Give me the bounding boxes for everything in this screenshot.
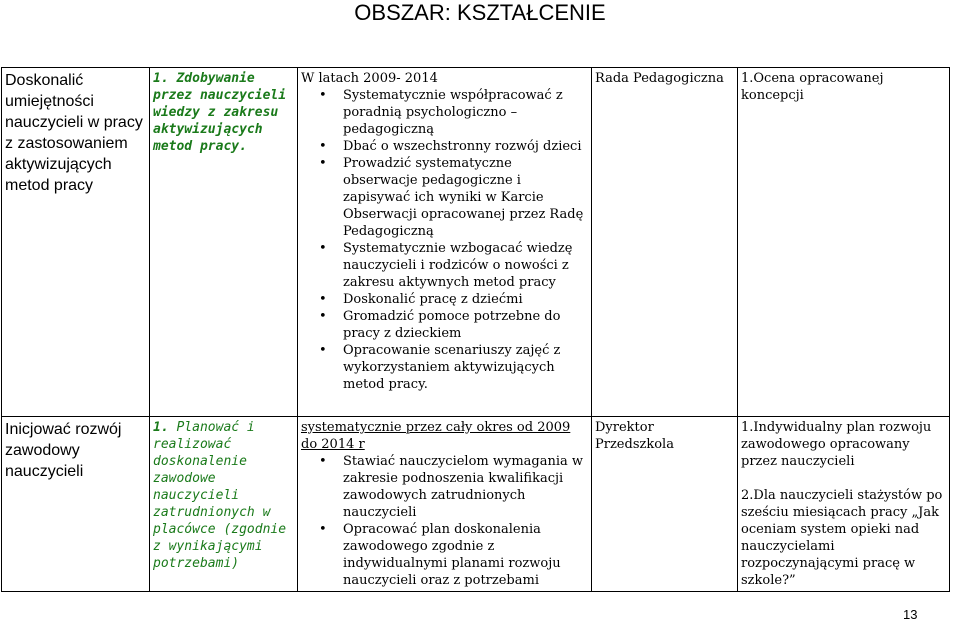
- responsible-text: Dyrektor Przedszkola: [595, 420, 674, 452]
- page-number: 13: [903, 607, 918, 622]
- list-item: • Systematycznie wzbogacać wiedzę nauczycieli i rodziców o nowości z zakresu aktywnych metod pracy: [301, 240, 588, 291]
- tasks-cell: [298, 417, 592, 592]
- tasks-list: [301, 453, 588, 589]
- responsible-cell: [592, 417, 738, 592]
- list-item: • Systematycznie współpracować z poradnią psychologiczno – pedagogiczną: [301, 87, 588, 138]
- result-text: 1.Ocena opracowanej koncepcji: [741, 71, 884, 103]
- list-item: • Opracować plan doskonalenia zawodowego zgodnie z indywidualnymi planami rozwoju nauczycieli oraz z potrzebami: [301, 521, 588, 589]
- result-text: 1.Indywidualny plan rozwoju zawodowego opracowany przez nauczycieli: [741, 420, 932, 469]
- result-text: 2.Dla nauczycieli stażystów po sześciu miesiącach pracy „Jak oceniam system opieki nad nauczycielami rozpoczynającymi pracę w szkole?”: [741, 488, 943, 588]
- list-item: • Gromadzić pomoce potrzebne do pracy z dzieckiem: [301, 308, 588, 342]
- table-row: [2, 68, 950, 417]
- tasks-lead: systematycznie przez cały okres od 2009 do 2014 r: [301, 420, 571, 452]
- results-cell: [738, 68, 950, 417]
- tasks-lead: W latach 2009- 2014: [301, 71, 438, 86]
- responsible-text: Rada Pedagogiczna: [595, 71, 724, 86]
- responsible-cell: [592, 68, 738, 417]
- goal-text: 1. Planować i realizować doskonalenie zawodowe nauczycieli zatrudnionych w placówce (zgodnie z wynikającymi potrzebami): [153, 420, 287, 571]
- list-item: • Doskonalić pracę z dziećmi: [301, 291, 588, 308]
- tasks-list: [301, 87, 588, 393]
- area-cell: [2, 68, 150, 417]
- table-row: [2, 417, 950, 592]
- list-item: • Dbać o wszechstronny rozwój dzieci: [301, 138, 588, 155]
- area-text: Doskonalić umiejętności nauczycieli w pracy z zastosowaniem aktywizujących metod pracy: [5, 72, 143, 194]
- goal-cell: [150, 68, 298, 417]
- list-item: • Opracowanie scenariuszy zajęć z wykorzystaniem aktywizujących metod pracy.: [301, 342, 588, 393]
- goal-cell: [150, 417, 298, 592]
- list-item: • Prowadzić systematyczne obserwacje pedagogiczne i zapisywać ich wyniki w Karcie Obserwacji opracowanej przez Radę Pedagogiczną: [301, 155, 588, 240]
- plan-table: [1, 67, 950, 592]
- area-cell: [2, 417, 150, 592]
- page-title: OBSZAR: KSZTAŁCENIE: [354, 0, 606, 25]
- goal-text: 1. Zdobywanie przez nauczycieli wiedzy z zakresu aktywizujących metod pracy.: [153, 71, 287, 154]
- tasks-cell: [298, 68, 592, 417]
- area-text: Inicjować rozwój zawodowy nauczycieli: [5, 421, 122, 480]
- list-item: • Stawiać nauczycielom wymagania w zakresie podnoszenia kwalifikacji zawodowych zatrudnionych nauczycieli: [301, 453, 588, 521]
- results-cell: [738, 417, 950, 592]
